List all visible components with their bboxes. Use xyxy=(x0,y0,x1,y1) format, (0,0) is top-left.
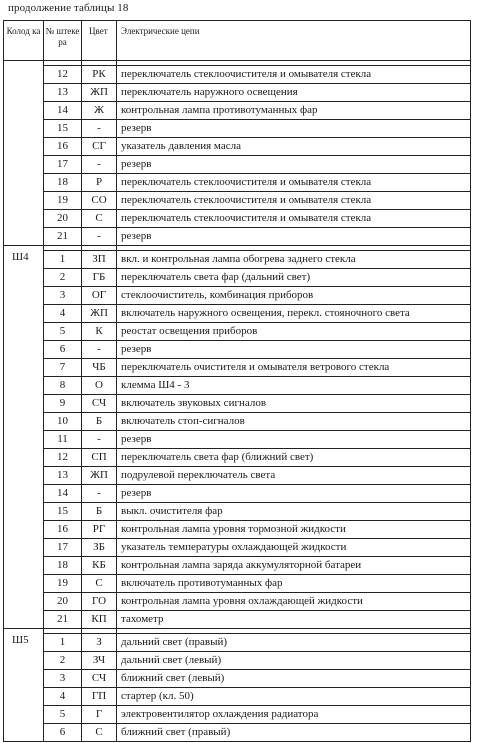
color-cell: Б xyxy=(82,503,117,521)
color-cell: ЗЧ xyxy=(82,652,117,670)
pin-cell: 19 xyxy=(44,192,82,210)
header-pin: № штеке ра xyxy=(44,21,82,61)
description-cell: указатель давления масла xyxy=(117,138,471,156)
description-cell: включатель звуковых сигналов xyxy=(117,395,471,413)
table-row xyxy=(4,575,471,593)
color-cell: ЖП xyxy=(82,305,117,323)
color-cell: С xyxy=(82,210,117,228)
color-cell: З xyxy=(82,634,117,652)
pin-cell: 4 xyxy=(44,305,82,323)
description-cell: включатель наружного освещения, перекл. стояночного света xyxy=(117,305,471,323)
pin-cell: 14 xyxy=(44,102,82,120)
description-cell: контрольная лампа уровня охлаждающей жидкости xyxy=(117,593,471,611)
description-cell: контрольная лампа уровня тормозной жидкости xyxy=(117,521,471,539)
pin-cell: 21 xyxy=(44,228,82,246)
block-cell xyxy=(4,61,44,246)
pin-cell: 4 xyxy=(44,688,82,706)
pin-cell: 13 xyxy=(44,467,82,485)
color-cell: С xyxy=(82,724,117,742)
pin-cell: 16 xyxy=(44,521,82,539)
table-row xyxy=(4,138,471,156)
description-cell: переключатель стеклоочистителя и омывателя стекла xyxy=(117,192,471,210)
table-row xyxy=(4,688,471,706)
table-body xyxy=(4,61,471,742)
description-cell: переключатель света фар (ближний свет) xyxy=(117,449,471,467)
table-row xyxy=(4,269,471,287)
color-cell: ЖП xyxy=(82,84,117,102)
color-cell: С xyxy=(82,575,117,593)
table-row xyxy=(4,102,471,120)
description-cell: ближний свет (правый) xyxy=(117,724,471,742)
description-cell: включатель противотуманных фар xyxy=(117,575,471,593)
description-cell: контрольная лампа противотуманных фар xyxy=(117,102,471,120)
color-cell: Г xyxy=(82,706,117,724)
pin-cell: 15 xyxy=(44,120,82,138)
description-cell: дальний свет (правый) xyxy=(117,634,471,652)
color-cell: ЧБ xyxy=(82,359,117,377)
table-row xyxy=(4,156,471,174)
pin-cell: 17 xyxy=(44,539,82,557)
color-cell: Ж xyxy=(82,102,117,120)
color-cell: - xyxy=(82,341,117,359)
description-cell: переключатель наружного освещения xyxy=(117,84,471,102)
wiring-table xyxy=(3,20,471,742)
pin-cell: 6 xyxy=(44,341,82,359)
pin-cell: 20 xyxy=(44,593,82,611)
table-row xyxy=(4,611,471,629)
pin-cell: 7 xyxy=(44,359,82,377)
description-cell: стартер (кл. 50) xyxy=(117,688,471,706)
table-row xyxy=(4,192,471,210)
pin-cell: 18 xyxy=(44,174,82,192)
description-cell: электровентилятор охлаждения радиатора xyxy=(117,706,471,724)
table-row xyxy=(4,485,471,503)
description-cell: вкл. и контрольная лампа обогрева заднего стекла xyxy=(117,251,471,269)
table-row xyxy=(4,66,471,84)
pin-cell: 2 xyxy=(44,652,82,670)
description-cell: резерв xyxy=(117,120,471,138)
description-cell: выкл. очистителя фар xyxy=(117,503,471,521)
pin-cell: 8 xyxy=(44,377,82,395)
color-cell: СП xyxy=(82,449,117,467)
pin-cell: 14 xyxy=(44,485,82,503)
color-cell: К xyxy=(82,323,117,341)
description-cell: дальний свет (левый) xyxy=(117,652,471,670)
table-row xyxy=(4,724,471,742)
pin-cell: 17 xyxy=(44,156,82,174)
table-row xyxy=(4,634,471,652)
color-cell: Б xyxy=(82,413,117,431)
color-cell: ГП xyxy=(82,688,117,706)
description-cell: переключатель стеклоочистителя и омывателя стекла xyxy=(117,210,471,228)
color-cell: РК xyxy=(82,66,117,84)
description-cell: резерв xyxy=(117,228,471,246)
pin-cell: 10 xyxy=(44,413,82,431)
description-cell: резерв xyxy=(117,341,471,359)
table-row xyxy=(4,120,471,138)
pin-cell: 5 xyxy=(44,706,82,724)
table-row xyxy=(4,323,471,341)
description-cell: ближний свет (левый) xyxy=(117,670,471,688)
pin-cell: 2 xyxy=(44,269,82,287)
table-row xyxy=(4,652,471,670)
pin-cell: 5 xyxy=(44,323,82,341)
table-row xyxy=(4,413,471,431)
color-cell: - xyxy=(82,228,117,246)
block-cell: Ш4 xyxy=(4,246,44,629)
table-row xyxy=(4,557,471,575)
color-cell: СЧ xyxy=(82,395,117,413)
table-row xyxy=(4,593,471,611)
table-row xyxy=(4,341,471,359)
table-row xyxy=(4,305,471,323)
description-cell: указатель температуры охлаждающей жидкости xyxy=(117,539,471,557)
description-cell: подрулевой переключатель света xyxy=(117,467,471,485)
header-block: Колод ка xyxy=(4,21,44,61)
pin-cell: 6 xyxy=(44,724,82,742)
color-cell: КБ xyxy=(82,557,117,575)
table-caption: продолжение таблицы 18 xyxy=(8,2,129,14)
description-cell: переключатель света фар (дальний свет) xyxy=(117,269,471,287)
table-row xyxy=(4,395,471,413)
color-cell: - xyxy=(82,156,117,174)
table-row xyxy=(4,539,471,557)
description-cell: включатель стоп-сигналов xyxy=(117,413,471,431)
color-cell: ЖП xyxy=(82,467,117,485)
pin-cell: 9 xyxy=(44,395,82,413)
description-cell: резерв xyxy=(117,485,471,503)
table-row xyxy=(4,228,471,246)
pin-cell: 13 xyxy=(44,84,82,102)
color-cell: Р xyxy=(82,174,117,192)
pin-cell: 11 xyxy=(44,431,82,449)
color-cell: СГ xyxy=(82,138,117,156)
description-cell: тахометр xyxy=(117,611,471,629)
color-cell: О xyxy=(82,377,117,395)
table-row xyxy=(4,706,471,724)
header-row xyxy=(4,21,471,61)
description-cell: переключатель очистителя и омывателя ветрового стекла xyxy=(117,359,471,377)
pin-cell: 20 xyxy=(44,210,82,228)
pin-cell: 1 xyxy=(44,251,82,269)
pin-cell: 3 xyxy=(44,670,82,688)
color-cell: - xyxy=(82,485,117,503)
color-cell: ЗП xyxy=(82,251,117,269)
table-row xyxy=(4,449,471,467)
description-cell: контрольная лампа заряда аккумуляторной батареи xyxy=(117,557,471,575)
table-row xyxy=(4,210,471,228)
header-description: Электрические цепи xyxy=(117,21,471,61)
description-cell: переключатель стеклоочистителя и омывателя стекла xyxy=(117,174,471,192)
pin-cell: 1 xyxy=(44,634,82,652)
color-cell: СО xyxy=(82,192,117,210)
color-cell: - xyxy=(82,431,117,449)
pin-cell: 12 xyxy=(44,449,82,467)
pin-cell: 21 xyxy=(44,611,82,629)
table-row xyxy=(4,287,471,305)
table-row xyxy=(4,377,471,395)
color-cell: РГ xyxy=(82,521,117,539)
description-cell: резерв xyxy=(117,156,471,174)
description-cell: резерв xyxy=(117,431,471,449)
pin-cell: 18 xyxy=(44,557,82,575)
table-row xyxy=(4,467,471,485)
color-cell: ЗБ xyxy=(82,539,117,557)
table-row xyxy=(4,174,471,192)
pin-cell: 16 xyxy=(44,138,82,156)
table-row xyxy=(4,431,471,449)
description-cell: переключатель стеклоочистителя и омывателя стекла xyxy=(117,66,471,84)
pin-cell: 19 xyxy=(44,575,82,593)
pin-cell: 12 xyxy=(44,66,82,84)
header-color: Цвет xyxy=(82,21,117,61)
description-cell: реостат освещения приборов xyxy=(117,323,471,341)
table-row xyxy=(4,521,471,539)
block-cell: Ш5 xyxy=(4,629,44,742)
table-row xyxy=(4,670,471,688)
pin-cell: 15 xyxy=(44,503,82,521)
description-cell: стеклоочиститель, комбинация приборов xyxy=(117,287,471,305)
table-row xyxy=(4,84,471,102)
table-row xyxy=(4,359,471,377)
table-row xyxy=(4,251,471,269)
color-cell: СЧ xyxy=(82,670,117,688)
color-cell: ОГ xyxy=(82,287,117,305)
color-cell: ГО xyxy=(82,593,117,611)
pin-cell: 3 xyxy=(44,287,82,305)
color-cell: КП xyxy=(82,611,117,629)
color-cell: - xyxy=(82,120,117,138)
description-cell: клемма Ш4 - 3 xyxy=(117,377,471,395)
table-row xyxy=(4,503,471,521)
color-cell: ГБ xyxy=(82,269,117,287)
